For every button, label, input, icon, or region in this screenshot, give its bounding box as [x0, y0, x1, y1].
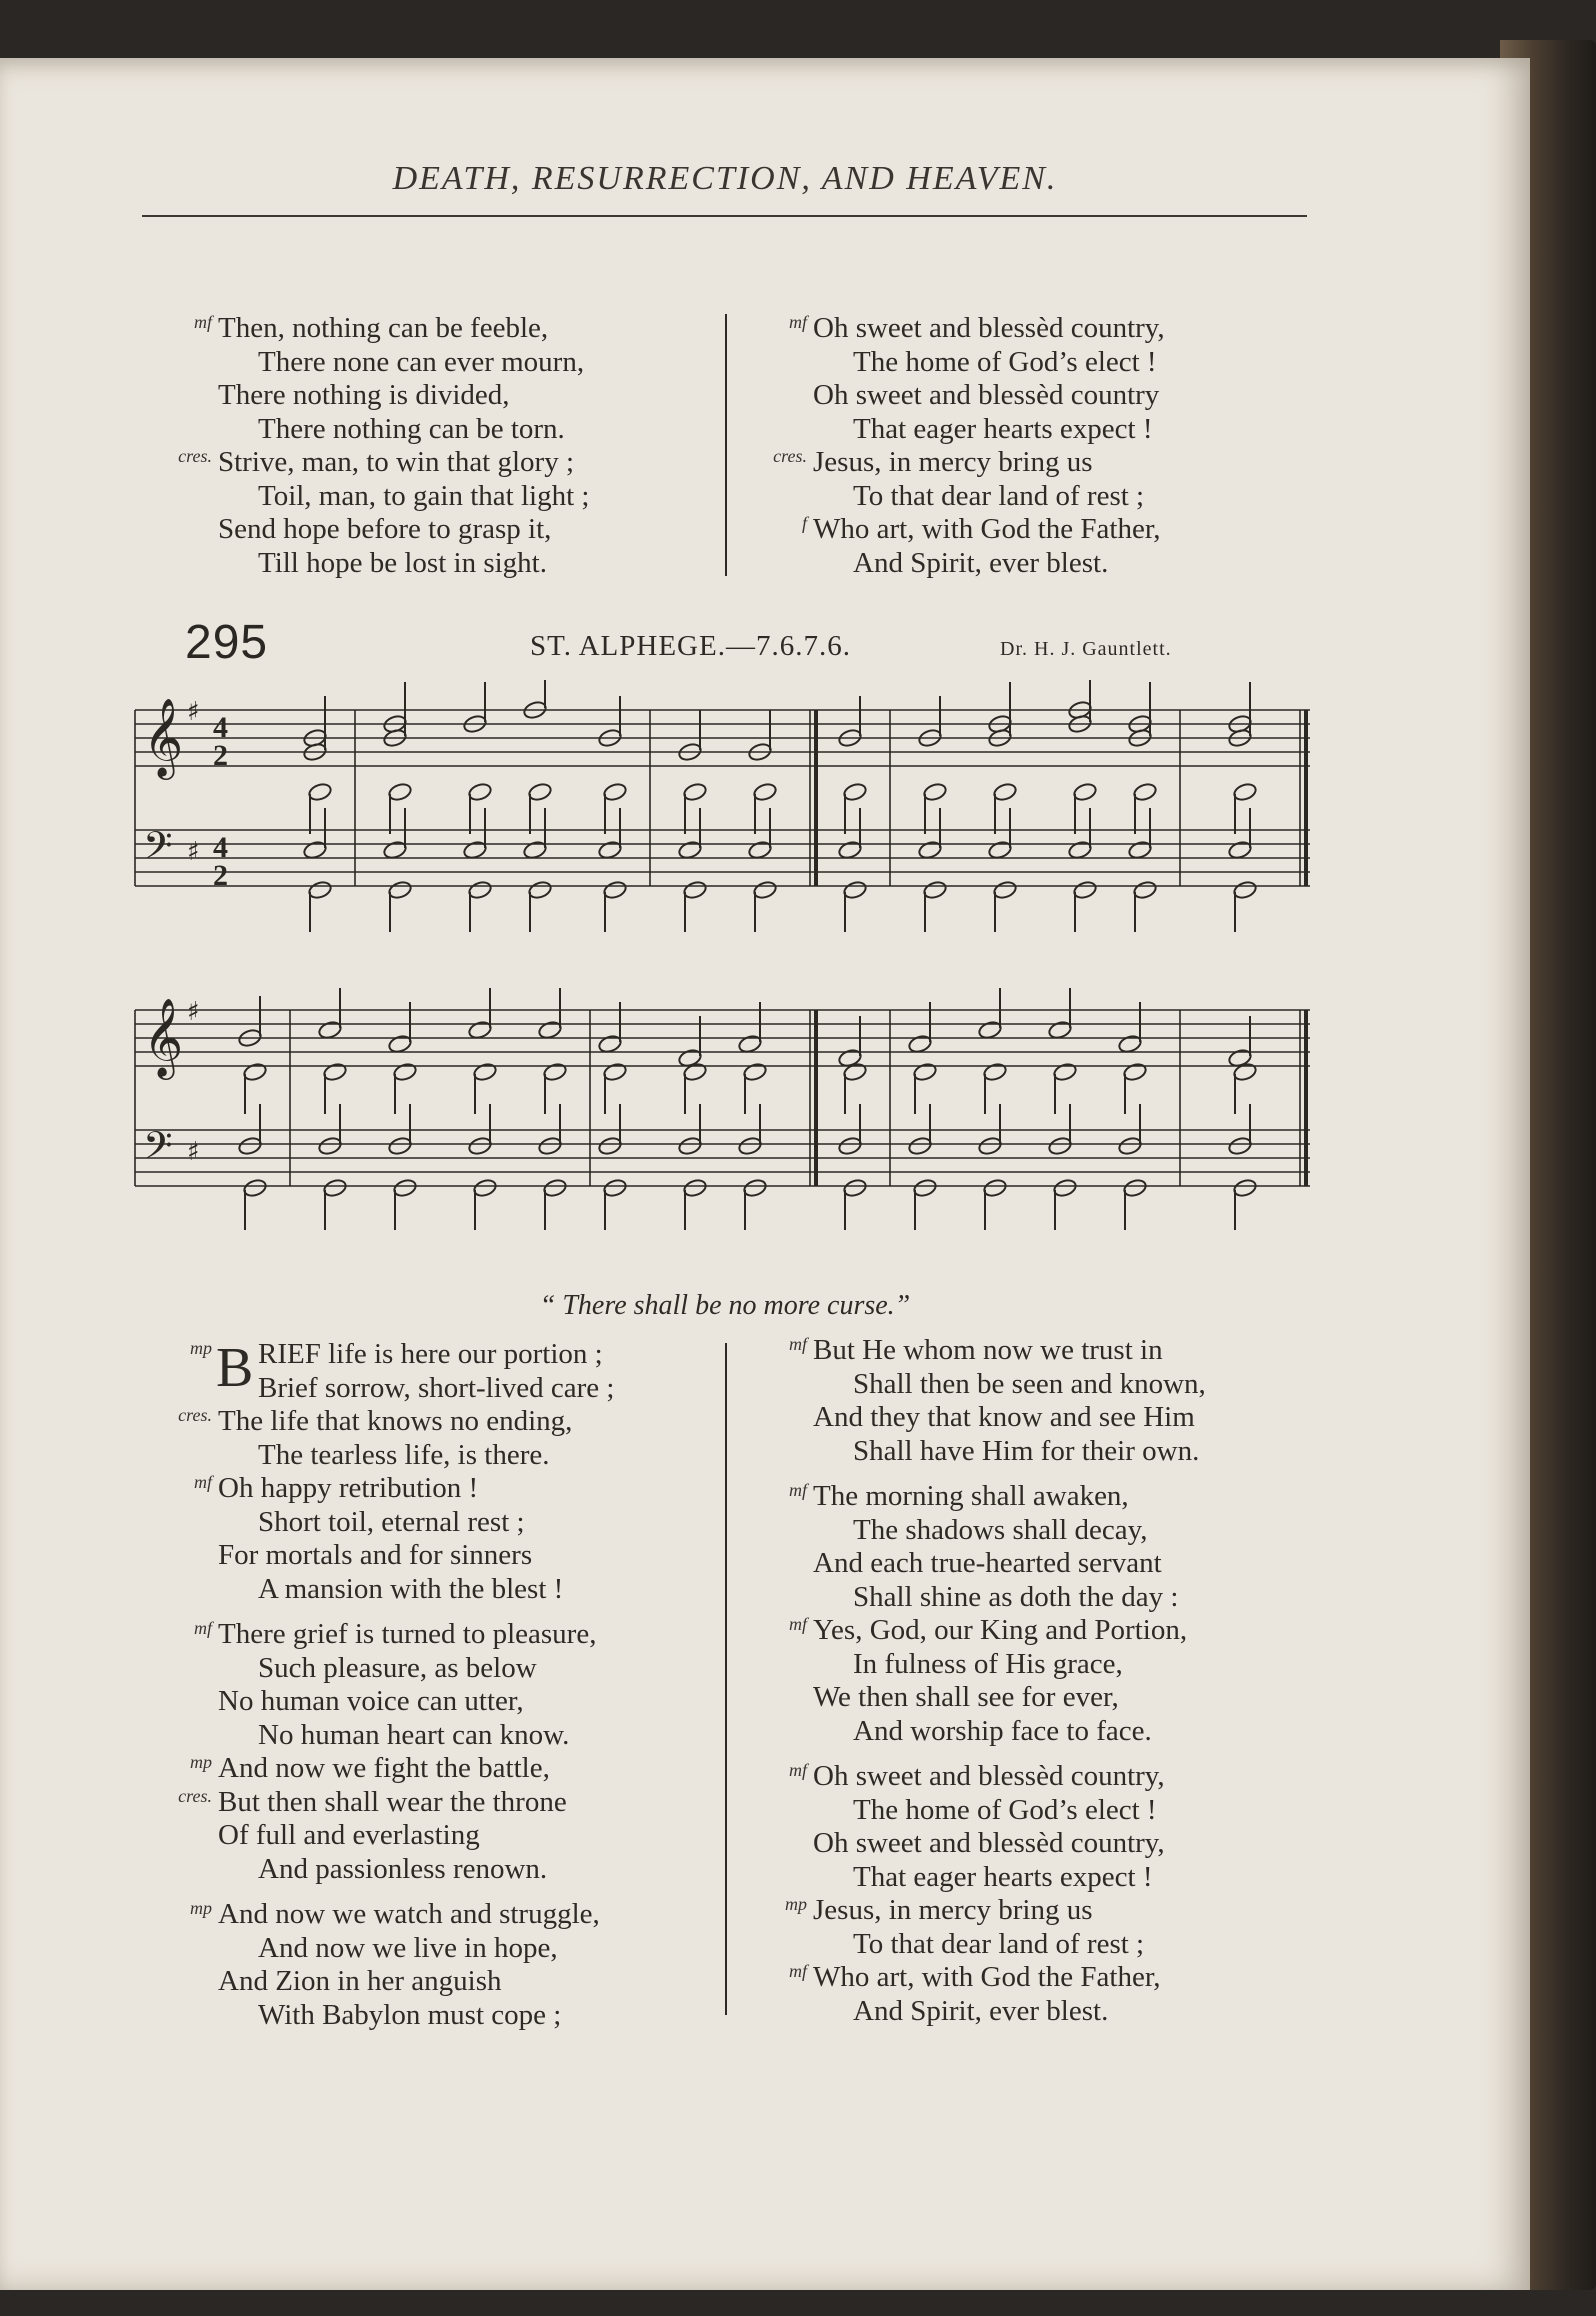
verse-line	[745, 1368, 1325, 1402]
note-head	[542, 1062, 567, 1083]
note-head	[1232, 880, 1257, 901]
note-head	[1047, 1136, 1072, 1157]
verse-line	[745, 1614, 1325, 1648]
dynamic-marking: mf	[789, 312, 807, 332]
note-head	[242, 1062, 267, 1083]
verse-line	[745, 1995, 1325, 2029]
hymn-number: 295	[185, 616, 269, 669]
verse-text: Shall shine as doth the day :	[853, 1580, 1179, 1613]
note-head	[472, 1178, 497, 1199]
verse-line	[150, 346, 710, 380]
verse-text: The home of God’s elect !	[853, 345, 1157, 378]
note-head	[1072, 880, 1097, 901]
verse-text: In fulness of His grace,	[853, 1647, 1123, 1680]
note-head	[982, 1062, 1007, 1083]
verse-text: RIEF life is here our portion ;	[258, 1338, 603, 1370]
note-head	[392, 1062, 417, 1083]
sharp-icon: ♯	[187, 997, 200, 1027]
composer: Dr. H. J. Gauntlett.	[1000, 638, 1172, 660]
verse-text: Toil, man, to gain that light ;	[258, 479, 590, 512]
note-head	[307, 782, 332, 803]
note-head	[837, 1136, 862, 1157]
verse-text: And they that know and see Him	[813, 1401, 1195, 1433]
verse-line	[150, 1999, 710, 2033]
note-head	[922, 782, 947, 803]
verse-text: And Spirit, ever blest.	[853, 1994, 1109, 2027]
verse-text: Till hope be lost in sight.	[258, 546, 547, 579]
note-head	[602, 782, 627, 803]
dynamic-marking: mf	[194, 312, 212, 332]
verse-line	[150, 513, 710, 547]
note-head	[387, 1136, 412, 1157]
note-head	[1052, 1178, 1077, 1199]
verse-line	[745, 1681, 1325, 1715]
note-head	[907, 1136, 932, 1157]
verse-line	[150, 1898, 710, 1932]
verse-text: Send hope before to grasp it,	[218, 513, 552, 545]
time-signature-upper: 4	[213, 831, 228, 864]
verse-line	[150, 480, 710, 514]
verse-line	[150, 1932, 710, 1966]
verse-line	[745, 1715, 1325, 1749]
verse-line	[745, 379, 1325, 413]
note-head	[982, 1178, 1007, 1199]
verse-text: Oh happy retribution !	[218, 1472, 479, 1504]
column-divider-top	[725, 314, 727, 576]
stanza-gap	[150, 1606, 710, 1618]
verse-line	[150, 1506, 710, 1540]
verse-text: Yes, God, our King and Portion,	[813, 1614, 1188, 1646]
note-head	[602, 1178, 627, 1199]
note-head	[322, 1062, 347, 1083]
verse-line	[150, 1719, 710, 1753]
note-head	[742, 1062, 767, 1083]
note-head	[527, 880, 552, 901]
verse-text: Oh sweet and blessèd country,	[813, 312, 1165, 344]
verse-text: But then shall wear the throne	[218, 1785, 567, 1818]
verse-line	[150, 1539, 710, 1573]
verse-text: That eager hearts expect !	[853, 412, 1153, 445]
dynamic-marking: cres.	[178, 446, 212, 466]
verse-line	[745, 1760, 1325, 1794]
dynamic-marking: mf	[194, 1472, 212, 1492]
dynamic-marking: mf	[789, 1961, 807, 1981]
note-head	[1227, 1136, 1252, 1157]
note-head	[467, 1136, 492, 1157]
verse-text: The tearless life, is there.	[258, 1438, 550, 1471]
note-head	[1132, 880, 1157, 901]
verse-line	[745, 1581, 1325, 1615]
verse-text: A mansion with the blest !	[258, 1572, 564, 1605]
bass-clef-icon: 𝄢	[143, 823, 173, 877]
dynamic-marking: mf	[789, 1480, 807, 1500]
verse-line	[150, 312, 710, 346]
time-signature-lower: 2	[213, 859, 228, 892]
verse-text: And Zion in her anguish	[218, 1965, 502, 1997]
dynamic-marking: mf	[789, 1760, 807, 1780]
verse-text: The morning shall awaken,	[813, 1480, 1129, 1512]
verse-line	[745, 480, 1325, 514]
verse-text: Shall have Him for their own.	[853, 1434, 1200, 1467]
verse-text: Shall then be seen and known,	[853, 1367, 1206, 1400]
verse-text: No human voice can utter,	[218, 1685, 524, 1717]
verse-text: And now we fight the battle,	[218, 1752, 550, 1784]
stanza-gap	[745, 1748, 1325, 1760]
verse-text: The shadows shall decay,	[853, 1513, 1148, 1546]
note-head	[677, 1136, 702, 1157]
sharp-icon: ♯	[187, 837, 200, 867]
verse-text: Oh sweet and blessèd country,	[813, 1760, 1165, 1792]
verse-text: We then shall see for ever,	[813, 1681, 1119, 1713]
dynamic-marking: cres.	[178, 1785, 212, 1806]
verse-line	[150, 379, 710, 413]
verse-line	[745, 312, 1325, 346]
verse-line	[745, 1861, 1325, 1895]
note-head	[682, 1178, 707, 1199]
verse-text: Jesus, in mercy bring us	[813, 1894, 1093, 1926]
verse-text: Oh sweet and blessèd country	[813, 379, 1160, 411]
time-signature-lower: 2	[213, 739, 228, 772]
note-head	[527, 782, 552, 803]
verse-text: There nothing can be torn.	[258, 412, 565, 445]
dynamic-marking: mf	[789, 1334, 807, 1354]
verse-line	[150, 1652, 710, 1686]
verse-line	[745, 1928, 1325, 1962]
note-head	[597, 1136, 622, 1157]
dynamic-marking: mp	[190, 1898, 212, 1918]
verse-line	[150, 413, 710, 447]
verse-line	[745, 1547, 1325, 1581]
verse-text: And worship face to face.	[853, 1714, 1152, 1747]
verse-text: Such pleasure, as below	[258, 1651, 537, 1684]
verse-text: For mortals and for sinners	[218, 1539, 533, 1571]
verse-text: Strive, man, to win that glory ;	[218, 446, 575, 478]
dynamic-marking: mf	[194, 1618, 212, 1638]
verse-line	[745, 547, 1325, 581]
verse-line	[745, 1514, 1325, 1548]
sharp-icon: ♯	[187, 1137, 200, 1167]
note-head	[1072, 782, 1097, 803]
time-signature-upper: 4	[213, 711, 228, 744]
note-head	[752, 880, 777, 901]
music-score	[130, 680, 1330, 1270]
drop-cap: B	[216, 1337, 254, 1399]
verse-line	[745, 1961, 1325, 1995]
note-head	[1232, 1178, 1257, 1199]
note-head	[242, 1178, 267, 1199]
verse-text: Jesus, in mercy bring us	[813, 446, 1093, 478]
note-head	[467, 782, 492, 803]
prev-hymn-left-column	[150, 312, 710, 580]
note-head	[392, 1178, 417, 1199]
note-head	[977, 1136, 1002, 1157]
note-head	[237, 1136, 262, 1157]
verse-line	[150, 1472, 710, 1506]
verse-line	[150, 1618, 710, 1652]
verse-text: To that dear land of rest ;	[853, 1927, 1145, 1960]
note-head	[307, 880, 332, 901]
dynamic-marking: f	[801, 513, 807, 533]
verse-line	[745, 1435, 1325, 1469]
verse-line	[150, 1752, 710, 1786]
note-head	[912, 1062, 937, 1083]
verse-line	[150, 1786, 710, 1820]
note-head	[842, 880, 867, 901]
note-head	[752, 782, 777, 803]
column-divider-bottom	[725, 1343, 727, 2015]
verse-text: There grief is turned to pleasure,	[218, 1618, 597, 1650]
note-head	[387, 880, 412, 901]
tune-name: ST. ALPHEGE.—7.6.7.6.	[530, 630, 851, 662]
verse-text: Oh sweet and blessèd country,	[813, 1827, 1165, 1859]
verse-text: Brief sorrow, short-lived care ;	[258, 1371, 615, 1404]
prev-hymn-right-column	[745, 312, 1325, 580]
verse-line	[150, 1965, 710, 1999]
dynamic-marking: mp	[190, 1338, 212, 1358]
verse-text: And each true-hearted servant	[813, 1547, 1162, 1579]
note-head	[912, 1178, 937, 1199]
verse-line	[745, 346, 1325, 380]
verse-line	[745, 1480, 1325, 1514]
note-head	[322, 1178, 347, 1199]
dynamic-marking: mp	[190, 1752, 212, 1772]
dynamic-marking: cres.	[178, 1405, 212, 1425]
note-head	[842, 782, 867, 803]
verse-line	[150, 1685, 710, 1719]
verse-line	[745, 1794, 1325, 1828]
verse-text: That eager hearts expect !	[853, 1860, 1153, 1893]
note-head	[317, 1136, 342, 1157]
verse-line	[150, 547, 710, 581]
verse-text: Who art, with God the Father,	[813, 513, 1161, 545]
header-rule	[142, 215, 1307, 217]
note-head	[1132, 782, 1157, 803]
note-head	[542, 1178, 567, 1199]
sharp-icon: ♯	[187, 697, 200, 727]
stanza-gap	[150, 1886, 710, 1898]
verse-line	[745, 1827, 1325, 1861]
verse-line	[150, 1573, 710, 1607]
verse-line	[150, 1405, 710, 1439]
verse-line	[745, 1648, 1325, 1682]
verse-text: Who art, with God the Father,	[813, 1961, 1161, 1993]
verse-line	[745, 1401, 1325, 1435]
verse-line	[745, 1334, 1325, 1368]
verse-line	[745, 513, 1325, 547]
note-head	[602, 880, 627, 901]
verse-line	[150, 1439, 710, 1473]
bass-clef-icon: 𝄢	[143, 1123, 173, 1177]
note-head	[472, 1062, 497, 1083]
verse-text: Short toil, eternal rest ;	[258, 1505, 525, 1538]
note-head	[737, 1136, 762, 1157]
note-head	[1232, 782, 1257, 803]
verse-text: And passionless renown.	[258, 1852, 548, 1885]
verse-text: And now we watch and struggle,	[218, 1898, 600, 1930]
hymn-left-column	[150, 1338, 710, 2032]
note-head	[1117, 1136, 1142, 1157]
verse-text: Then, nothing can be feeble,	[218, 312, 549, 344]
note-head	[992, 782, 1017, 803]
hymn-epigraph: “ There shall be no more curse.”	[539, 1290, 911, 1321]
hymn-right-column	[745, 1334, 1325, 2028]
verse-text: There nothing is divided,	[218, 379, 510, 411]
verse-text: And Spirit, ever blest.	[853, 546, 1109, 579]
note-head	[602, 1062, 627, 1083]
verse-line	[745, 446, 1325, 480]
verse-text: The life that knows no ending,	[218, 1405, 573, 1437]
note-head	[1052, 1062, 1077, 1083]
note-head	[1122, 1062, 1147, 1083]
running-head: DEATH, RESURRECTION, AND HEAVEN.	[392, 160, 1058, 197]
dynamic-marking: mp	[785, 1894, 807, 1914]
note-head	[537, 1136, 562, 1157]
verse-line	[150, 1819, 710, 1853]
note-head	[922, 880, 947, 901]
note-head	[682, 782, 707, 803]
dynamic-marking: cres.	[773, 446, 807, 466]
treble-clef-icon: 𝄞	[143, 698, 184, 777]
note-head	[742, 1178, 767, 1199]
verse-line	[150, 1372, 710, 1406]
stanza-gap	[745, 1468, 1325, 1480]
verse-line	[745, 1894, 1325, 1928]
treble-clef-icon: 𝄞	[143, 998, 184, 1077]
note-head	[467, 880, 492, 901]
verse-text: No human heart can know.	[258, 1718, 570, 1751]
verse-text: And now we live in hope,	[258, 1931, 558, 1964]
note-head	[1122, 1178, 1147, 1199]
verse-text: With Babylon must cope ;	[258, 1998, 562, 2031]
verse-text: But He whom now we trust in	[813, 1334, 1163, 1366]
note-head	[842, 1178, 867, 1199]
note-head	[682, 880, 707, 901]
verse-text: There none can ever mourn,	[258, 345, 585, 378]
verse-text: To that dear land of rest ;	[853, 479, 1145, 512]
verse-line	[150, 446, 710, 480]
verse-text: The home of God’s elect !	[853, 1793, 1157, 1826]
dynamic-marking: mf	[789, 1614, 807, 1634]
note-head	[387, 782, 412, 803]
verse-text: Of full and everlasting	[218, 1819, 480, 1851]
note-head	[992, 880, 1017, 901]
verse-line	[745, 413, 1325, 447]
verse-line	[150, 1853, 710, 1887]
